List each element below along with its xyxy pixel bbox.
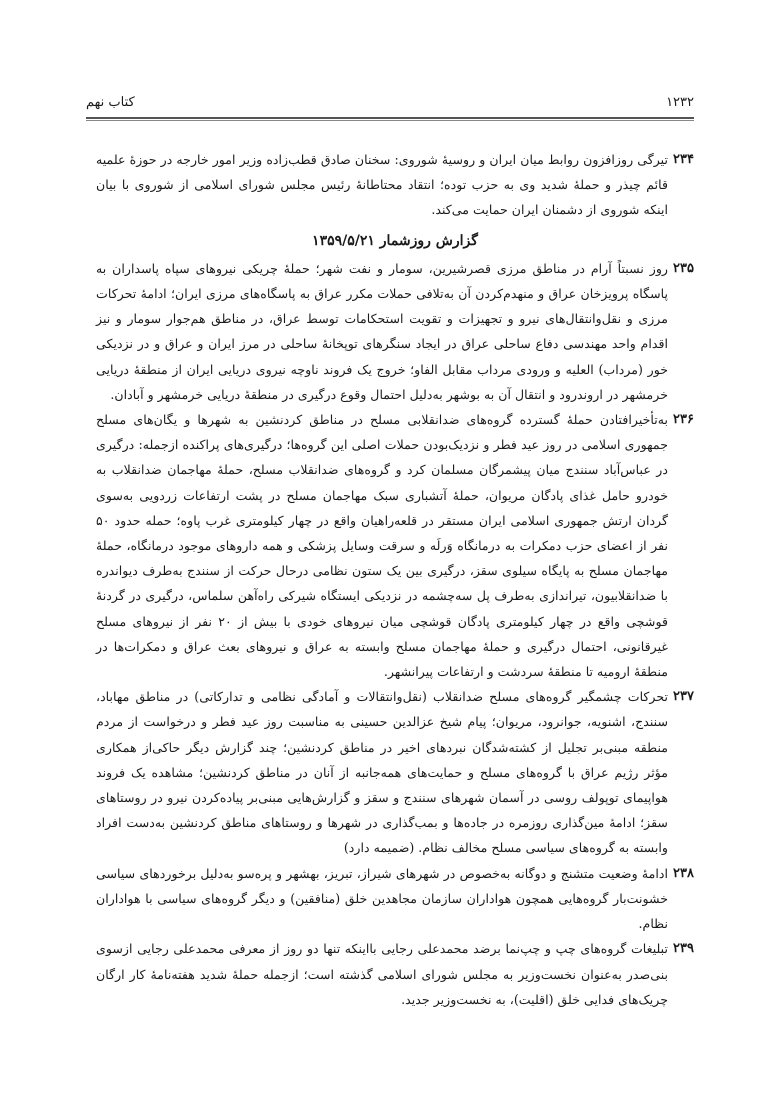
entry-236 bbox=[96, 407, 694, 684]
entry-text: تحرکات چشمگیر گروه‌های مسلح ضدانقلاب (نقل‌وانتقالات و آمادگی نظامی و تدارکاتی) در مناطق مهاباد، سنندج، اشنویه، جوانرود، مریوان؛ پیام شیخ عزالدین حسینی به مناسبت روز عید فطر و درخواست از مردم منطقه مبنی‌بر تجلیل از کشته‌شدگان نبردهای اخیر در مناطق کردنشین؛ چند گزارش دیگر حاکی‌از همکاری مؤثر رژیم عراق با گروه‌های مسلح و حمایت‌های همه‌جانبه از آنان در مناطق کردنشین؛ مشاهده یک فروند هواپیمای توپولف روسی در آسمان شهرهای سنندج و سقز و گزارش‌هایی مبنی‌بر پیاده‌کردن نیرو در روستاهای سقز؛ ادامهٔ مین‌گذاری روزمره در جاده‌ها و بمب‌گذاری در شهرها و روستاهای مناطق کردنشین به‌دست افراد وابسته به گروه‌های سیاسی مسلح مخالف نظام. (ضمیمه دارد) bbox=[96, 689, 668, 856]
header-rule bbox=[86, 117, 694, 119]
entry-text: روز نسبتاً آرام در مناطق مرزی قصرشیرین، سومار و نفت شهر؛ حملهٔ چریکی نیروهای سپاه پاسداران به پاسگاه پرویزخان عراق و منهدم‌کردن آن به‌تلافی حملات مکرر عراق به پاسگاه‌های مرزی ایران؛ ادامهٔ تحرکات مرزی و نقل‌وانتقال‌های نیرو و تجهیزات و تقویت استحکامات توسط عراق، در مناطق هم‌جوار سومار و نیز اقدام واحد مهندسی دفاع ساحلی عراق در ایجاد سنگرهای توپخانهٔ ساحلی در مرز ایران و عراق و در نزدیکی خور (مرداب) العلیه و ورودی مرداب مقابل الفاو؛ خروج یک فروند ناوچه نیروی دریایی ایران از منطقهٔ دریایی خرمشهر در اروندرود و انتقال آن به بوشهر به‌دلیل احتمال وقوع درگیری در منطقهٔ دریایی خرمشهر و آبادان. bbox=[96, 260, 668, 402]
entry-237 bbox=[96, 684, 694, 860]
entry-number: ۲۳۹ bbox=[673, 941, 694, 957]
entry-number: ۲۳۴ bbox=[673, 152, 694, 167]
entry-number: ۲۳۷ bbox=[673, 689, 694, 705]
entry-number: ۲۳۵ bbox=[673, 260, 694, 276]
entry-number: ۲۳۸ bbox=[673, 865, 694, 881]
entry-235 bbox=[96, 256, 694, 407]
section-title: گزارش روزشمار ۱۳۵۹/۵/۲۱ bbox=[312, 232, 478, 249]
entry-text: تبلیغات گروه‌های چپ و چپ‌نما برضد محمدعلی رجایی بااینکه تنها دو روز از معرفی محمدعلی رجایی ازسوی بنی‌صدر به‌عنوان نخست‌وزیر به مجلس شورای اسلامی گذشته است؛ ازجمله حملهٔ شدید هفته‌نامهٔ کار ارگان چریک‌های فدایی خلق (اقلیت)، به نخست‌وزیر جدید. bbox=[96, 941, 668, 1007]
page-body bbox=[96, 147, 694, 1012]
page-header bbox=[86, 88, 694, 110]
header-rule-thin bbox=[86, 120, 694, 121]
entry-234 bbox=[96, 147, 694, 223]
page-number: ۱۲۳۲ bbox=[666, 95, 694, 110]
entry-text: تیرگی روزافزون روابط میان ایران و روسیهٔ شوروی: سخنان صادق قطب‌زاده وزیر امور خارجه در حوزهٔ علمیه قائم چیذر و حملهٔ شدید وی به حزب توده؛ انتقاد محتاطانهٔ رئیس مجلس شورای اسلامی از شوروی با بیان اینکه شوروی از دشمنان ایران حمایت می‌کند. bbox=[96, 152, 668, 218]
book-title: کتاب نهم bbox=[86, 95, 135, 110]
entry-text: به‌تأخیرافتادن حملهٔ گسترده گروه‌های ضدانقلابی مسلح در مناطق کردنشین به شهرها و یگان‌های مسلح جمهوری اسلامی در روز عید فطر و نزدیک‌بودن حملات اصلی این گروه‌ها؛ درگیری‌های پراکنده ازجمله: درگیری در عباس‌آباد سنندج میان پیشمرگان مسلمان کرد و گروه‌های ضدانقلاب مسلح، حملهٔ مهاجمان ضدانقلاب به خودرو حامل غذای پادگان مریوان، حملهٔ آتشباری سبک مهاجمان مسلح در پشت ارتفاعات زردویی به‌سوی گردان ارتش جمهوری اسلامی ایران مستقر در قلعه‌راهیان واقع در چهار کیلومتری غرب پاوه؛ حمله حدود ۵۰ نفر از اعضای حزب دمکرات به درمانگاه وَرلَه و سرقت وسایل پزشکی و همه داروهای موجود درمانگاه، حملهٔ مهاجمان مسلح به پایگاه سیلوی سقز، درگیری بین یک ستون نظامی درحال حرکت از سنندج به‌طرف دیواندره با ضدانقلابیون، تیراندازی به‌طرف پل سه‌چشمه در نزدیکی ایستگاه شیرکی راه‌آهن سلماس، درگیری در گردنهٔ قوشچی واقع در چهار کیلومتری پادگان قوشچی میان نیروهای خودی با بیش از ۲۰ نفر از نیروهای مسلح غیرقانونی، احتمال درگیری و حملهٔ مهاجمان مسلح وابسته به عراق و نیروهای بعث عراق و دمکرات‌ها در منطقهٔ ارومیه تا منطقهٔ سردشت و ارتفاعات پیرانشهر. bbox=[96, 412, 668, 680]
entry-text: ادامهٔ وضعیت متشنج و دوگانه به‌خصوص در شهرهای شیراز، تبریز، بهشهر و پرەسو به‌دلیل برخوردهای سیاسی خشونت‌بار گروه‌هایی همچون هواداران سازمان مجاهدین خلق (منافقین) و دیگر گروه‌های سیاسی با هواداران نظام. bbox=[96, 865, 668, 932]
entry-239 bbox=[96, 936, 694, 1012]
entry-238 bbox=[96, 861, 694, 937]
entry-number: ۲۳۶ bbox=[673, 412, 694, 428]
